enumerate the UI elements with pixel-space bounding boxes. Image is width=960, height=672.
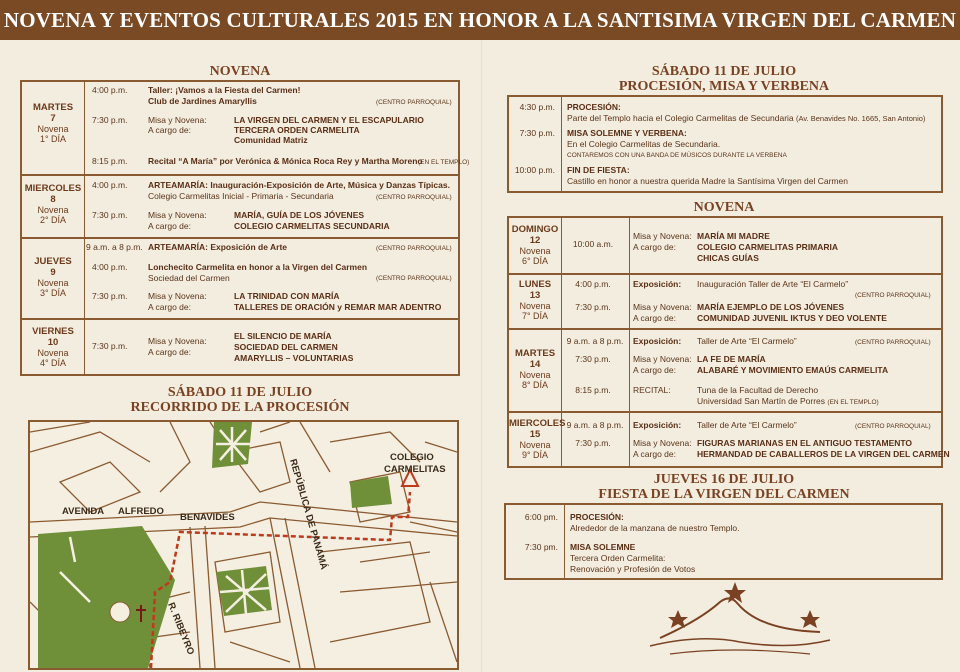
event-label: Misa y Novena: xyxy=(148,291,207,301)
event-detail: Alrededor de la manzana de nuestro Templo. xyxy=(570,523,740,533)
event-label: Exposición: xyxy=(633,336,682,346)
event-label: Misa y Novena: xyxy=(633,354,692,364)
event-location: (CENTRO PARROQUIAL) xyxy=(376,99,452,106)
row-divider xyxy=(509,328,941,330)
street-label: AVENIDA xyxy=(62,506,105,517)
event-location: (CENTRO PARROQUIAL) xyxy=(376,194,452,201)
event-label: A cargo de: xyxy=(633,313,677,323)
novena-title-right: NOVENA xyxy=(693,200,755,215)
event-title: ARTEAMARÍA: Inauguración-Exposición de Arte, Música y Danzas Típicas. xyxy=(148,180,450,190)
event-label: A cargo de: xyxy=(633,242,677,252)
event-label: Misa y Novena: xyxy=(148,115,207,125)
table-divider xyxy=(564,505,565,578)
event-location: (EN EL TEMPLO) xyxy=(418,159,470,166)
event-time: 4:00 p.m. xyxy=(92,262,128,272)
event-detail: Sociedad del Carmen xyxy=(148,273,230,283)
event-detail: Parte del Templo hacia el Colegio Carmelitas de Secundaria (Av. Benavides No. 1665, San Antonio) xyxy=(567,113,926,123)
event-value: LA TRINIDAD CON MARÍA xyxy=(234,291,340,301)
table-divider xyxy=(629,218,630,466)
event-label: A cargo de: xyxy=(148,125,192,135)
event-title: MISA SOLEMNE xyxy=(570,542,636,552)
event-title: Recital “A María” por Verónica & Mónica Roca Rey y Martha Moreno xyxy=(148,156,423,166)
event-time: 8:15 p.m. xyxy=(575,385,611,395)
event-time: 6:00 pm. xyxy=(524,512,558,522)
event-time: 4:00 p.m. xyxy=(575,279,611,289)
event-label: Misa y Novena: xyxy=(633,438,692,448)
event-label: A cargo de: xyxy=(148,347,192,357)
event-time: 7:30 p.m. xyxy=(92,291,128,301)
event-time: 9 a.m. a 8 p.m. xyxy=(86,242,143,252)
event-value: SOCIEDAD DEL CARMEN xyxy=(234,342,338,352)
route-title-2: RECORRIDO DE LA PROCESIÓN xyxy=(130,400,350,415)
event-label: Misa y Novena: xyxy=(633,302,692,312)
event-label: Misa y Novena: xyxy=(148,210,207,220)
event-label: A cargo de: xyxy=(148,302,192,312)
event-time: 7:30 p.m. xyxy=(92,115,128,125)
event-time: 7:30 p.m. xyxy=(92,210,128,220)
event-title: ARTEAMARÍA: Exposición de Arte xyxy=(148,242,288,252)
street-label: R. RIBEYRO xyxy=(165,601,197,657)
event-time: 7:30 p.m. xyxy=(575,438,611,448)
event-label: Misa y Novena: xyxy=(148,336,207,346)
event-value: Taller de Arte “El Carmelo” xyxy=(697,336,797,346)
day-cell: MARTES 7 Novena 1° DÍA xyxy=(32,102,74,144)
day-cell: JUEVES 9 Novena 3° DÍA xyxy=(34,256,72,298)
event-value: LA VIRGEN DEL CARMEN Y EL ESCAPULARIO xyxy=(234,115,424,125)
event-label: RECITAL: xyxy=(633,385,671,395)
page-banner: NOVENA Y EVENTOS CULTURALES 2015 EN HONOR A LA SANTISIMA VIRGEN DEL CARMEN xyxy=(0,0,960,40)
event-detail: Club de Jardines Amaryllis xyxy=(148,96,257,106)
event-time: 4:30 p.m. xyxy=(519,102,555,112)
event-time: 8:15 p.m. xyxy=(92,156,128,166)
event-value: COLEGIO CARMELITAS PRIMARIA xyxy=(697,242,839,252)
street-label: BENAVIDES xyxy=(180,512,235,523)
event-value: Inauguración Taller de Arte “El Carmelo” xyxy=(697,279,849,289)
day-cell: LUNES 13 Novena 7° DÍA xyxy=(518,279,552,321)
row-divider xyxy=(509,411,941,413)
event-location: (CENTRO PARROQUIAL) xyxy=(855,423,931,430)
novena-title-left: NOVENA xyxy=(209,64,271,79)
saturday-title-1: SÁBADO 11 DE JULIO xyxy=(651,64,797,79)
row-divider xyxy=(509,273,941,275)
row-divider xyxy=(22,174,458,176)
novena-table-left xyxy=(20,80,470,376)
thursday-title-2: FIESTA DE LA VIRGEN DEL CARMEN xyxy=(598,487,850,502)
event-value: COMUNIDAD JUVENIL IKTUS Y DEO VOLENTE xyxy=(697,313,887,323)
event-value: Tuna de la Facultad de Derecho xyxy=(697,385,819,395)
event-note: CONTAREMOS CON UNA BANDA DE MÚSICOS DURANTE LA VERBENA xyxy=(567,152,787,159)
event-time: 7:30 p.m. xyxy=(575,354,611,364)
event-title: MISA SOLEMNE Y VERBENA: xyxy=(567,128,687,138)
event-value: ALABARÉ Y MOVIMIENTO EMAÚS CARMELITA xyxy=(697,365,889,375)
event-title: PROCESIÓN: xyxy=(567,102,621,112)
day-cell: MIERCOLES 8 Novena 2° DÍA xyxy=(24,183,82,225)
day-cell: DOMINGO 12 Novena 6° DÍA xyxy=(511,224,559,266)
thursday-table xyxy=(504,503,943,580)
saturday-table xyxy=(507,95,943,193)
event-value: HERMANDAD DE CABALLEROS DE LA VIRGEN DEL CARMEN xyxy=(697,449,950,459)
event-title: Taller: ¡Vamos a la Fiesta del Carmen! xyxy=(148,85,301,95)
place-label: CARMELITAS xyxy=(384,464,446,475)
event-label: A cargo de: xyxy=(633,365,677,375)
event-value: AMARYLLIS – VOLUNTARIAS xyxy=(234,353,354,363)
event-value: MARÍA, GUÍA DE LOS JÓVENES xyxy=(234,210,365,220)
event-detail: Castillo en honor a nuestra querida Madre la Santísima Virgen del Carmen xyxy=(567,176,848,186)
saturday-title-2: PROCESIÓN, MISA Y VERBENA xyxy=(618,79,830,94)
event-time: 9 a.m. a 8 p.m. xyxy=(566,336,624,346)
event-value: MARÍA MI MADRE xyxy=(697,231,770,241)
novena-table-right xyxy=(507,216,950,468)
event-detail: Tercera Orden Carmelita: xyxy=(570,553,666,563)
event-location: (CENTRO PARROQUIAL) xyxy=(855,339,931,346)
event-label: A cargo de: xyxy=(633,449,677,459)
event-label: A cargo de: xyxy=(148,221,192,231)
event-detail: Colegio Carmelitas Inicial - Primaria - Secundaria xyxy=(148,191,334,201)
event-value: Universidad San Martín de Porres (EN EL TEMPLO) xyxy=(697,396,879,406)
event-value: TERCERA ORDEN CARMELITA xyxy=(234,125,360,135)
fold-line xyxy=(481,40,483,672)
event-title: PROCESIÓN: xyxy=(570,512,624,522)
table-divider xyxy=(84,82,85,374)
event-value: COLEGIO CARMELITAS SECUNDARIA xyxy=(234,221,390,231)
event-title: FIN DE FIESTA: xyxy=(567,165,630,175)
event-time: 4:00 p.m. xyxy=(92,85,128,95)
event-time: 7:30 p.m. xyxy=(92,341,128,351)
event-time: 7:30 p.m. xyxy=(575,302,611,312)
street-label: ALFREDO xyxy=(118,506,164,517)
event-time: 9 a.m. a 8 p.m. xyxy=(566,420,624,430)
event-time: 7:30 p.m. xyxy=(519,128,555,138)
day-cell: VIERNES 10 Novena 4° DÍA xyxy=(32,326,74,368)
event-location: (CENTRO PARROQUIAL) xyxy=(855,292,931,299)
procession-map xyxy=(28,420,459,670)
event-time: 10:00 p.m. xyxy=(514,165,555,175)
day-cell: MIERCOLES 15 Novena 9° DÍA xyxy=(509,418,566,460)
event-value: EL SILENCIO DE MARÍA xyxy=(234,331,332,341)
event-detail: En el Colegio Carmelitas de Secundaria. xyxy=(567,139,721,149)
event-time: 4:00 p.m. xyxy=(92,180,128,190)
row-divider xyxy=(22,318,458,320)
table-divider xyxy=(561,97,562,191)
map-drawing xyxy=(30,422,457,668)
route-title-1: SÁBADO 11 DE JULIO xyxy=(167,385,313,400)
event-value: Taller de Arte “El Carmelo” xyxy=(697,420,797,430)
event-label: Exposición: xyxy=(633,420,682,430)
event-value: MARÍA EJEMPLO DE LOS JÓVENES xyxy=(697,302,845,312)
street-label: REPÚBLICA DE PANAMÁ xyxy=(287,457,330,571)
day-cell: MARTES 14 Novena 8° DÍA xyxy=(514,348,556,390)
thursday-title-1: JUEVES 16 DE JULIO xyxy=(653,472,795,487)
event-label: Misa y Novena: xyxy=(633,231,692,241)
event-value: CHICAS GUÍAS xyxy=(697,253,759,263)
place-label: COLEGIO xyxy=(390,452,434,463)
event-value: FIGURAS MARIANAS EN EL ANTIGUO TESTAMENTO xyxy=(697,438,913,448)
event-label: Exposición: xyxy=(633,279,682,289)
row-divider xyxy=(22,237,458,239)
event-time: 10:00 a.m. xyxy=(572,239,614,249)
event-time: 7:30 pm. xyxy=(524,542,558,552)
mount-carmel-emblem-icon xyxy=(640,580,840,670)
event-detail: Renovación y Profesión de Votos xyxy=(570,564,696,574)
event-location: (CENTRO PARROQUIAL) xyxy=(376,245,452,252)
event-title: Lonchecito Carmelita en honor a la Virgen del Carmen xyxy=(148,262,368,272)
event-location: (CENTRO PARROQUIAL) xyxy=(376,275,452,282)
event-value: Comunidad Matriz xyxy=(234,135,308,145)
park-block xyxy=(38,526,175,668)
event-value: TALLERES DE ORACIÓN y REMAR MAR ADENTRO xyxy=(234,302,442,312)
event-value: LA FE DE MARÍA xyxy=(697,354,766,364)
